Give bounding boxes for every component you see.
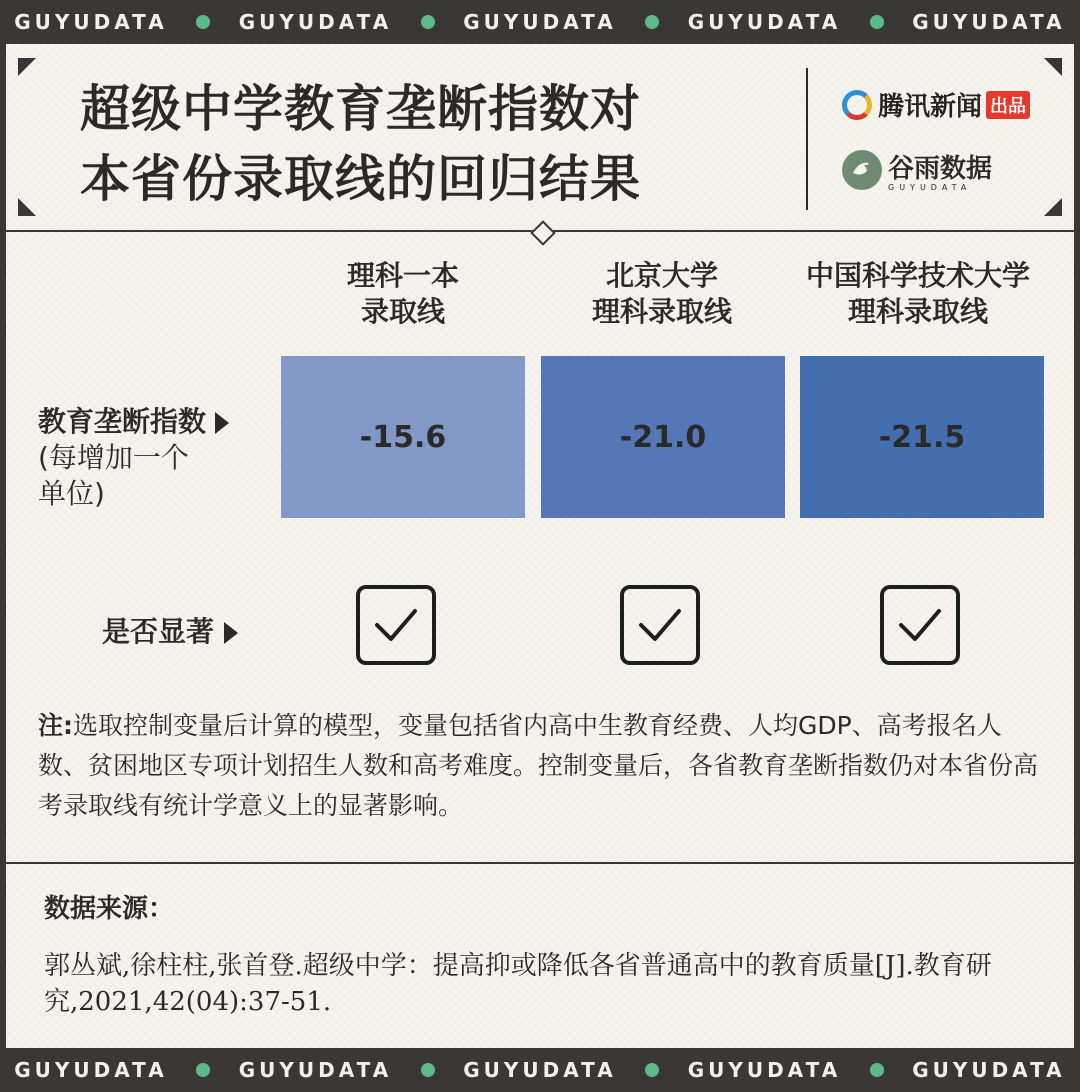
banner-word: GUYUDATA xyxy=(238,1058,393,1082)
dot-icon xyxy=(196,15,210,29)
significance-label xyxy=(102,610,238,650)
checkmark-icon xyxy=(895,605,945,645)
dot-icon xyxy=(870,1063,884,1077)
column-header xyxy=(532,258,792,330)
checkbox-icon xyxy=(880,585,960,665)
title-line: 本省份录取线的回归结果 xyxy=(80,150,641,208)
row-label-sub: 单位) xyxy=(38,477,105,510)
column-header-line: 理科录取线 xyxy=(847,295,988,328)
dot-icon xyxy=(870,15,884,29)
row-label-title: 教育垄断指数 xyxy=(38,405,207,438)
dot-icon xyxy=(421,1063,435,1077)
infographic-card xyxy=(6,44,1074,1048)
value-cell xyxy=(281,356,525,518)
corner-triangle-icon xyxy=(1044,58,1062,76)
top-banner xyxy=(0,0,1080,44)
row-label-sub: (每增加一个 xyxy=(38,441,189,474)
banner-word: GUYUDATA xyxy=(912,10,1066,34)
brand-subtitle: GUYUDATA xyxy=(888,183,972,192)
checkbox-icon xyxy=(356,585,436,665)
diamond-icon xyxy=(530,220,555,245)
value-cell xyxy=(800,356,1044,518)
column-header xyxy=(273,258,533,330)
dot-icon xyxy=(196,1063,210,1077)
corner-triangle-icon xyxy=(1044,198,1062,216)
column-header-line: 中国科学技术大学 xyxy=(805,259,1030,292)
brand-name: 谷雨数据 xyxy=(888,154,993,184)
section-rule xyxy=(6,862,1074,864)
bird-icon xyxy=(849,157,875,183)
value-label: -21.0 xyxy=(619,419,707,455)
checkmark-icon xyxy=(371,605,421,645)
footnote-label: 注: xyxy=(38,711,73,740)
value-label: -15.6 xyxy=(359,419,447,455)
banner-word: GUYUDATA xyxy=(14,10,168,34)
corner-triangle-icon xyxy=(18,198,36,216)
banner-word: GUYUDATA xyxy=(14,1058,168,1082)
guyu-data-brand xyxy=(842,148,992,192)
checkmark-icon xyxy=(635,605,685,645)
source-citation: 郭丛斌,徐柱柱,张首登.超级中学：提高抑或降低各省普通高中的教育质量[J].教育研究,2021,42(04):37-51. xyxy=(44,951,992,1017)
value-label: -21.5 xyxy=(878,419,966,455)
triangle-right-icon xyxy=(215,412,229,434)
triangle-right-icon xyxy=(224,622,238,644)
dot-icon xyxy=(645,15,659,29)
title-line: 超级中学教育垄断指数对 xyxy=(80,80,641,138)
column-header-line: 理科录取线 xyxy=(591,295,732,328)
footnote xyxy=(38,706,1038,826)
bird-logo-icon xyxy=(842,150,882,190)
banner-word: GUYUDATA xyxy=(238,10,393,34)
row-label xyxy=(38,404,258,512)
source-title: 数据来源： xyxy=(44,894,175,924)
footnote-text: 选取控制变量后计算的模型，变量包括省内高中生教育经费、人均GDP、高考报名人数、贫困地区专项计划招生人数和高考难度。控制变量后，各省教育垄断指数仍对本省份高考录取线有统计学意义上的显著影响。 xyxy=(38,711,1039,820)
banner-word: GUYUDATA xyxy=(687,10,842,34)
column-header-line: 北京大学 xyxy=(605,259,718,292)
brand-tag: 出品 xyxy=(986,91,1030,119)
brand-name: 腾讯新闻 xyxy=(878,92,983,122)
tencent-news-logo-icon xyxy=(842,90,872,120)
bottom-banner xyxy=(0,1048,1080,1092)
column-header-line: 录取线 xyxy=(360,295,445,328)
banner-word: GUYUDATA xyxy=(912,1058,1066,1082)
banner-word: GUYUDATA xyxy=(463,1058,617,1082)
column-header-line: 理科一本 xyxy=(346,259,459,292)
tencent-news-brand xyxy=(842,86,1030,123)
banner-word: GUYUDATA xyxy=(463,10,617,34)
page-title xyxy=(80,74,780,214)
header-divider xyxy=(806,68,808,210)
dot-icon xyxy=(421,15,435,29)
dot-icon xyxy=(645,1063,659,1077)
corner-triangle-icon xyxy=(18,58,36,76)
column-header xyxy=(788,258,1048,330)
banner-word: GUYUDATA xyxy=(687,1058,842,1082)
significance-label-text: 是否显著 xyxy=(102,615,215,648)
value-cell xyxy=(541,356,785,518)
checkbox-icon xyxy=(620,585,700,665)
